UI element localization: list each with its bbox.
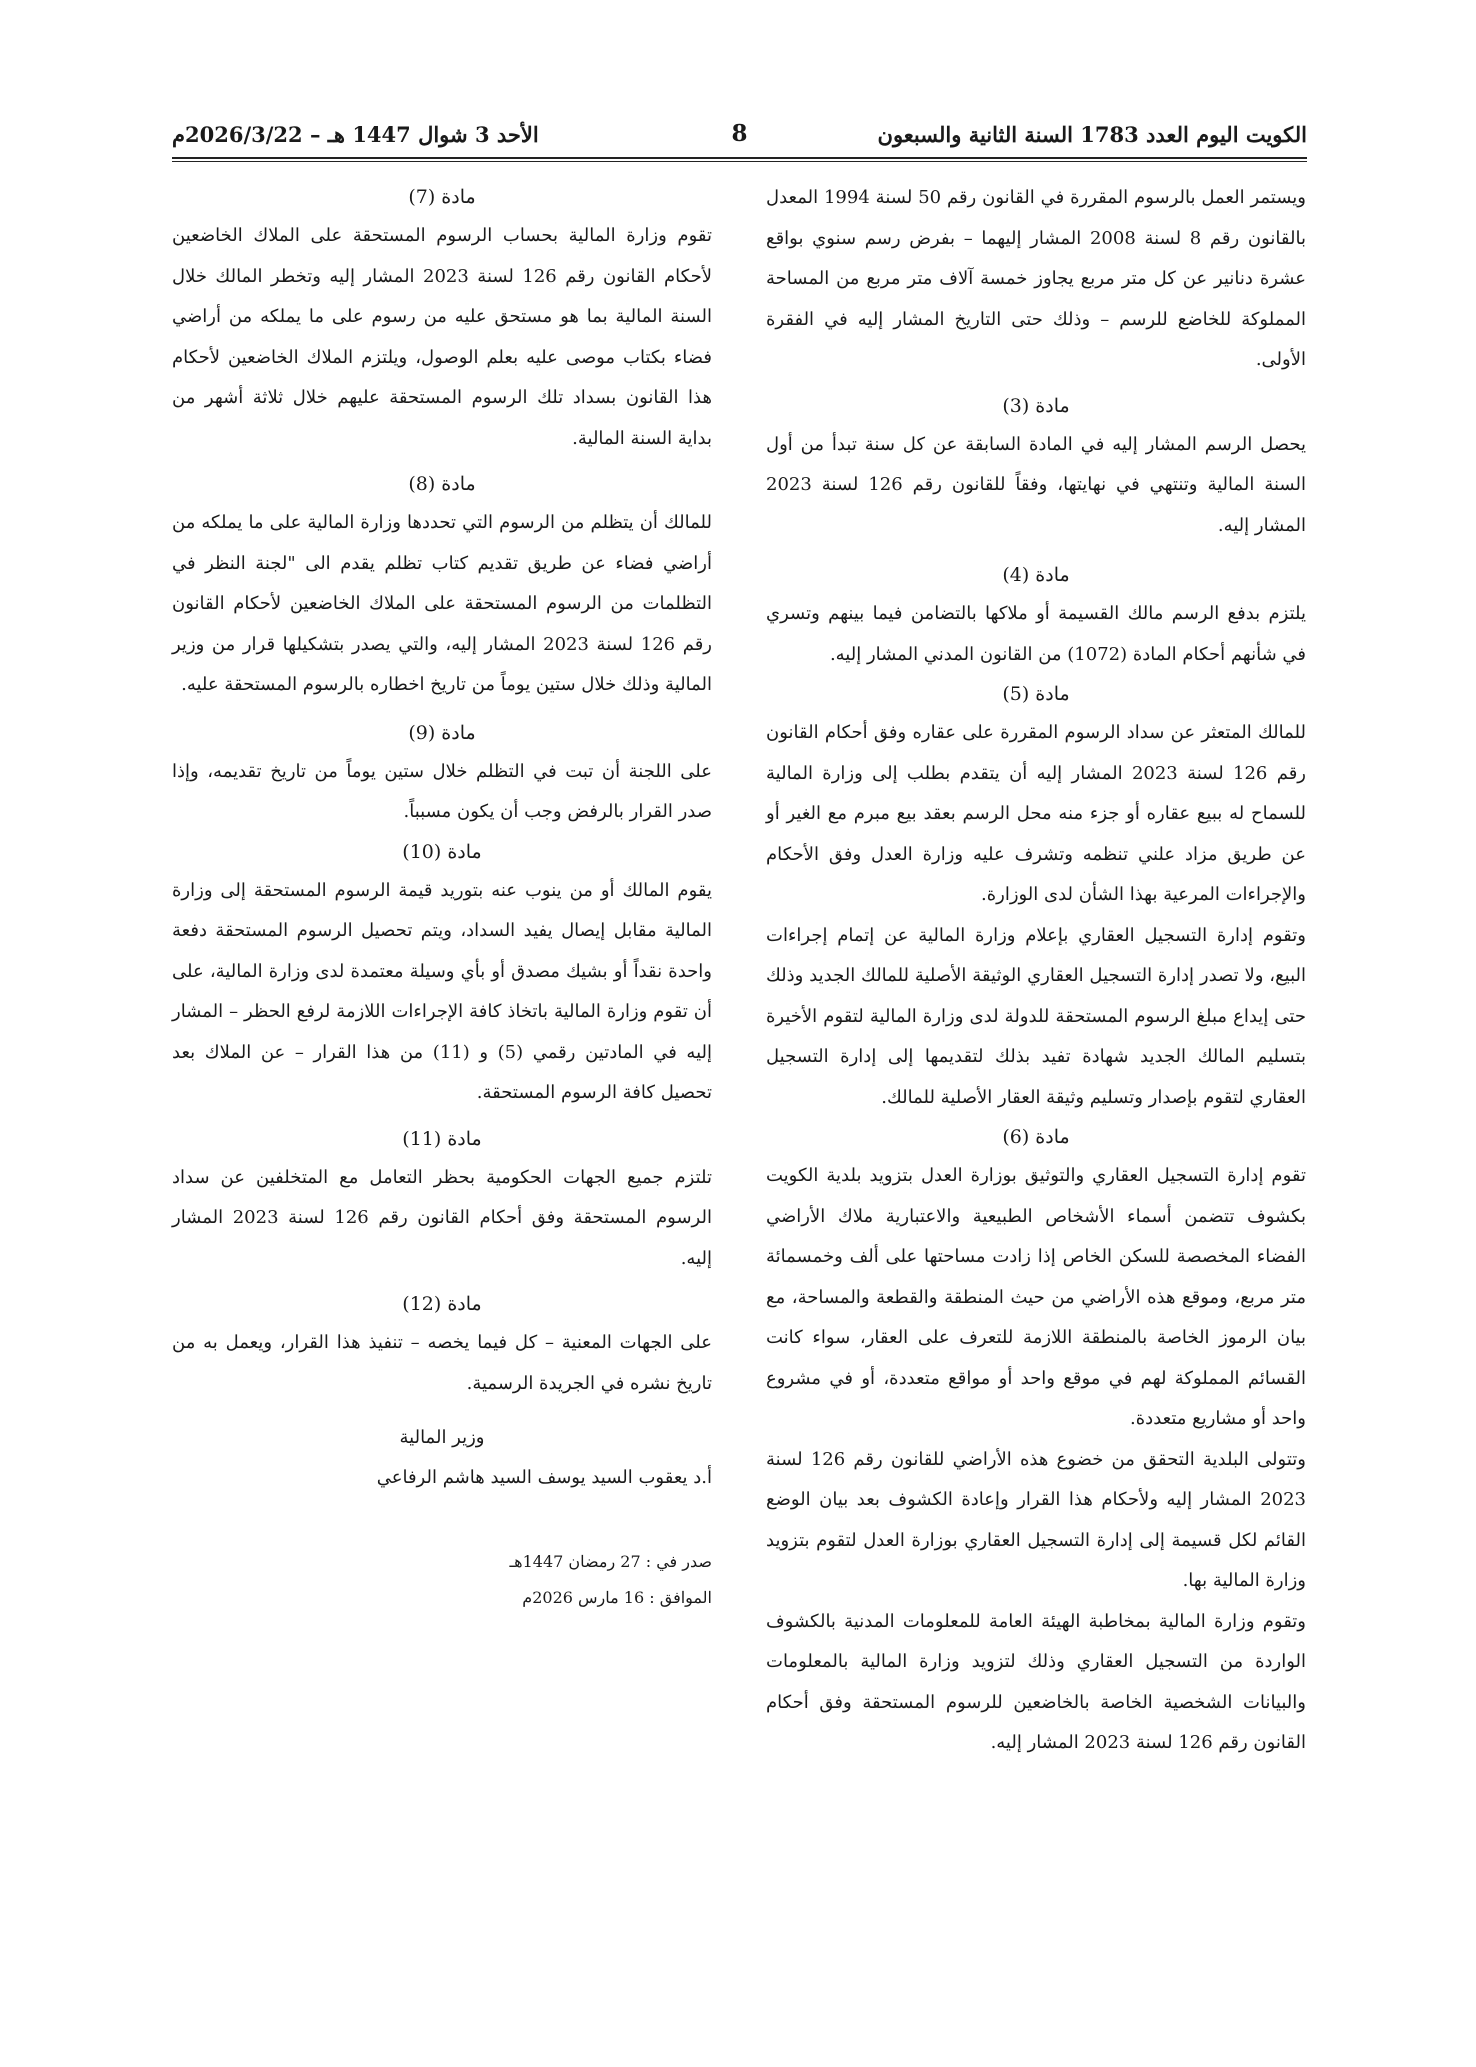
issued-hijri-date: صدر في : 27 رمضان 1447هـ <box>509 1552 712 1571</box>
right-column <box>766 178 1306 1764</box>
article-3-title: مادة (3) <box>1002 394 1070 417</box>
intro-paragraph: ويستمر العمل بالرسوم المقررة في القانون رقم 50 لسنة 1994 المعدل بالقانون رقم 8 لسنة 2008 المشار إليهما – بفرض رسم سنوي بواقع عشرة دنانير عن كل متر مربع يجاوز خمسة آلاف متر مربع من المساحة المملوكة للخاضع للرسم – وذلك حتى التاريخ المشار إليه في الفقرة الأولى. <box>766 187 1306 370</box>
article-12-title: مادة (12) <box>402 1293 482 1315</box>
article-8-title: مادة (8) <box>408 473 476 495</box>
header-date: الأحد 3 شوال 1447 هـ – 2026/3/22م <box>172 122 539 147</box>
issued-gregorian-date: الموافق : 16 مارس 2026م <box>522 1588 712 1607</box>
article-9-title: مادة (9) <box>408 721 476 744</box>
article-6-text-3: وتقوم وزارة المالية بمخاطبة الهيئة العامة للمعلومات المدنية بالكشوف الواردة من التسجيل العقاري وذلك لتزويد وزارة المالية بالمعلومات والبيانات الشخصية الخاصة بالخاضعين للرسوم المستحقة وفق أحكام القانون رقم 126 لسنة 2023 المشار إليه. <box>766 1610 1306 1753</box>
page-header <box>172 118 1307 158</box>
article-5-title: مادة (5) <box>1002 683 1070 705</box>
article-6-text-2: وتتولى البلدية التحقق من خضوع هذه الأراضي للقانون رقم 126 لسنة 2023 المشار إليه ولأحكام هذا القرار وإعادة الكشوف بعد بيان الوضع القائم لكل قسيمة إلى إدارة التسجيل العقاري بوزارة العدل لتقوم بتزويد وزارة المالية بها. <box>766 1448 1306 1591</box>
signature-title: وزير المالية <box>399 1427 485 1448</box>
article-5-text-1: للمالك المتعثر عن سداد الرسوم المقررة على عقاره وفق أحكام القانون رقم 126 لسنة 2023 المشار إليه أن يتقدم بطلب إلى وزارة المالية للسماح له ببيع عقاره أو جزء منه محل الرسم بعقد بيع مبرم مع الغير أو عن طريق مزاد علني تنظمه وتشرف عليه وزارة العدل وفق الأحكام والإجراءات المرعية بهذا الشأن لدى الوزارة. <box>766 722 1306 905</box>
article-7-title: مادة (7) <box>408 186 476 208</box>
article-6-title: مادة (6) <box>1002 1126 1070 1148</box>
header-issue-info: الكويت اليوم العدد 1783 السنة الثانية والسبعون <box>877 122 1307 147</box>
article-11-title: مادة (11) <box>402 1127 482 1150</box>
article-4-title: مادة (4) <box>1002 564 1070 586</box>
article-7-text: تقوم وزارة المالية بحساب الرسوم المستحقة على الملاك الخاضعين لأحكام القانون رقم 126 لسنة 2023 المشار إليه وتخطر المالك خلال السنة المالية بما هو مستحق عليه من رسوم على ما يملكه من أراضي فضاء بكتاب موصى عليه بعلم الوصول، ويلتزم الملاك الخاضعين لأحكام هذا القانون بسداد تلك الرسوم المستحقة عليهم خلال ثلاثة أشهر من بداية السنة المالية. <box>172 225 712 449</box>
article-11-text: تلتزم جميع الجهات الحكومية بحظر التعامل مع المتخلفين عن سداد الرسوم المستحقة وفق أحكام القانون رقم 126 لسنة 2023 المشار إليه. <box>172 1166 712 1269</box>
article-9-text: على اللجنة أن تبت في التظلم خلال ستين يوماً من تاريخ تقديمه، وإذا صدر القرار بالرفض وجب أن يكون مسبباً. <box>172 760 712 822</box>
article-8-text: للمالك أن يتظلم من الرسوم التي تحددها وزارة المالية على ما يملكه من أراضي فضاء عن طريق تقديم كتاب تظلم يقدم الى "لجنة النظر في التظلمات من الرسوم المستحقة على الملاك الخاضعين لأحكام القانون رقم 126 لسنة 2023 المشار إليه، والتي يصدر بتشكيلها قرار من وزير المالية وذلك خلال ستين يوماً من تاريخ اخطاره بالرسوم المستحقة عليه. <box>172 512 712 695</box>
header-divider <box>172 157 1307 159</box>
article-10-title: مادة (10) <box>402 840 482 863</box>
article-6-text-1: تقوم إدارة التسجيل العقاري والتوثيق بوزارة العدل بتزويد بلدية الكويت بكشوف تتضمن أسماء الأشخاص الطبيعية والاعتبارية ملاك الأراضي الفضاء المخصصة للسكن الخاص إذا زادت مساحتها على ألف وخمسمائة متر مربع، وموقع هذه الأراضي من حيث المنطقة والقطعة والمساحة، مع بيان الرموز الخاصة بالمنطقة اللازمة للتعرف على العقار، سواء كانت القسائم المملوكة لهم في موقع واحد أو مواقع متعددة، أو في مشروع واحد أو مشاريع متعددة. <box>766 1165 1306 1429</box>
signature-name: أ.د يعقوب السيد يوسف السيد هاشم الرفاعي <box>376 1467 712 1488</box>
issuance-block <box>172 1544 712 1616</box>
left-column <box>172 178 712 1616</box>
article-12-text: على الجهات المعنية – كل فيما يخصه – تنفيذ هذا القرار، ويعمل به من تاريخ نشره في الجريدة الرسمية. <box>172 1332 712 1394</box>
article-3-text: يحصل الرسم المشار إليه في المادة السابقة عن كل سنة تبدأ من أول السنة المالية وتنتهي في نهايتها، وفقاً للقانون رقم 126 لسنة 2023 المشار إليه. <box>766 433 1306 536</box>
article-10-text: يقوم المالك أو من ينوب عنه بتوريد قيمة الرسوم المستحقة إلى وزارة المالية مقابل إيصال يفيد السداد، ويتم تحصيل الرسوم المستحقة دفعة واحدة نقداً أو بشيك مصدق أو بأي وسيلة معتمدة لدى وزارة المالية، على أن تقوم وزارة المالية باتخاذ كافة الإجراءات اللازمة لرفع الحظر – المشار إليه في المادتين رقمي (5) و (11) من هذا القرار – عن الملاك بعد تحصيل كافة الرسوم المستحقة. <box>172 879 712 1103</box>
header-divider-thin <box>172 161 1307 162</box>
page-number: 8 <box>731 120 748 147</box>
article-5-text-2: وتقوم إدارة التسجيل العقاري بإعلام وزارة المالية عن إتمام إجراءات البيع، ولا تصدر إدارة التسجيل العقاري الوثيقة الأصلية للمالك الجديد وذلك حتى إيداع مبلغ الرسوم المستحقة للدولة لدى وزارة المالية لتقوم الأخيرة بتسليم المالك الجديد شهادة تفيد بذلك لتقديمها إلى إدارة التسجيل العقاري لتقوم بإصدار وتسليم وثيقة العقار الأصلية للمالك. <box>766 924 1306 1108</box>
article-4-text: يلتزم بدفع الرسم مالك القسيمة أو ملاكها بالتضامن فيما بينهم وتسري في شأنهم أحكام المادة (1072) من القانون المدني المشار إليه. <box>766 603 1306 665</box>
